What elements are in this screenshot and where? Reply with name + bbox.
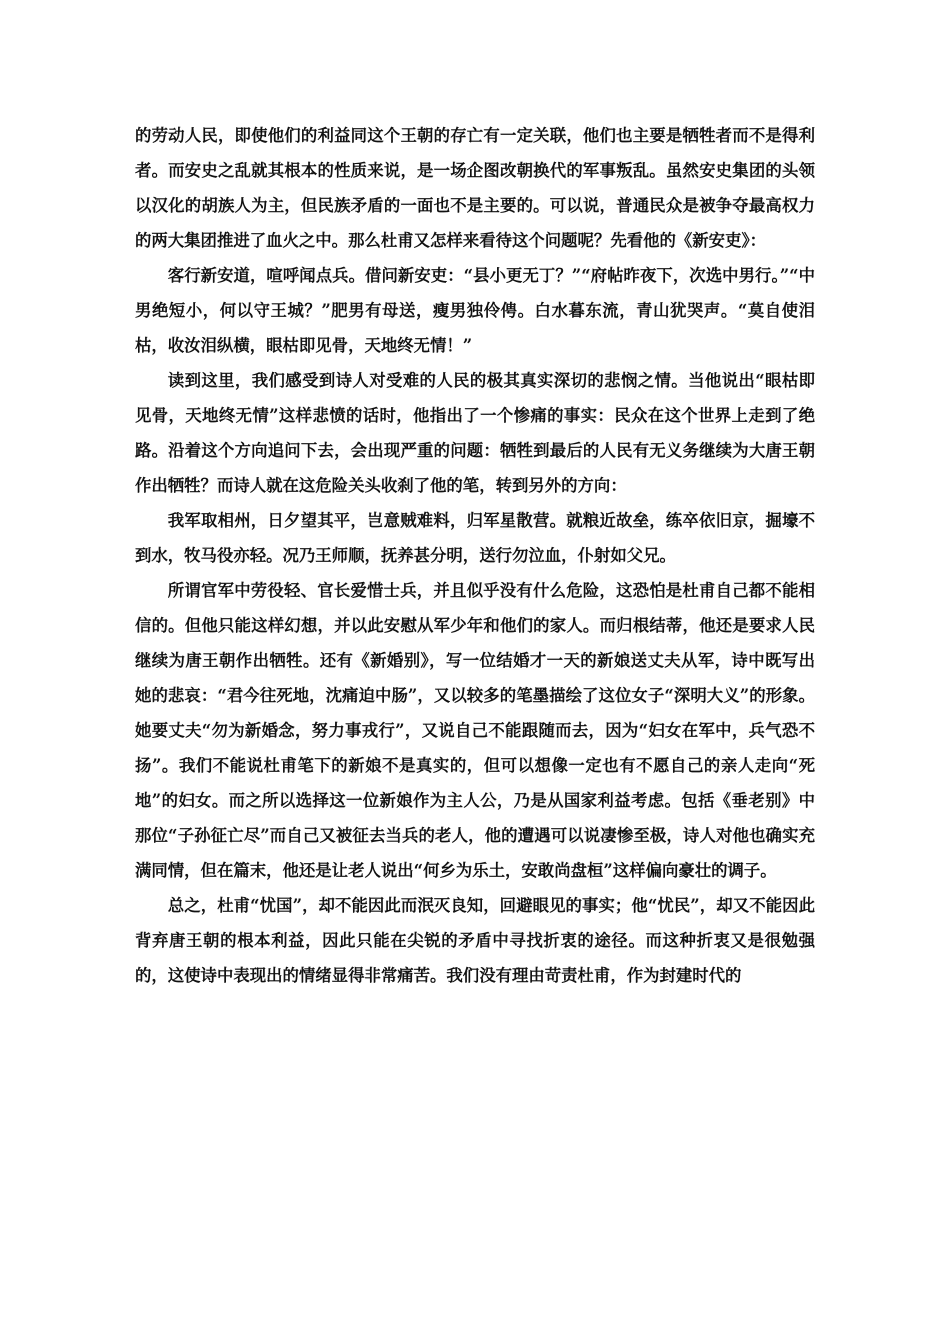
document-page — [135, 118, 815, 993]
paragraph-3: 所谓官军中劳役轻、官长爱惜士兵，并且似乎没有什么危险，这恐怕是杜甫自己都不能相信的。但他只能这样幻想，并以此安慰从军少年和他们的家人。而归根结蒂，他还是要求人民继续为唐王朝作出牺牲。还有《新婚别》，写一位结婚才一天的新娘送丈夫从军，诗中既写出她的悲哀：“君今往死地，沈痛迫中肠”，又以较多的笔墨描绘了这位女子“深明大义”的形象。她要丈夫“勿为新婚念，努力事戎行”，又说自己不能跟随而去，因为“妇女在军中，兵气恐不扬”。我们不能说杜甫笔下的新娘不是真实的，但可以想像一定也有不愿自己的亲人走向“死地”的妇女。而之所以选择这一位新娘作为主人公，乃是从国家利益考虑。包括《垂老别》中那位“子孙征亡尽”而自己又被征去当兵的老人，他的遭遇可以说凄惨至极，诗人对他也确实充满同情，但在篇末，他还是让老人说出“何乡为乐土，安敢尚盘桓”这样偏向豪壮的调子。 — [135, 581, 815, 880]
poem-excerpt-xin-an-li: 客行新安道，喧呼闻点兵。借问新安吏：“县小更无丁？”“府帖昨夜下，次选中男行。”“中男绝短小，何以守王城？”肥男有母送，瘦男独伶俜。白水暮东流，青山犹哭声。“莫自使泪枯，收汝泪纵横，眼枯即见骨，天地终无情！” — [135, 266, 815, 355]
paragraph-1: 的劳动人民，即使他们的利益同这个王朝的存亡有一定关联，他们也主要是牺牲者而不是得利者。而安史之乱就其根本的性质来说，是一场企图改朝换代的军事叛乱。虽然安史集团的头领以汉化的胡族人为主，但民族矛盾的一面也不是主要的。可以说，普通民众是被争夺最高权力的两大集团推进了血火之中。那么杜甫又怎样来看待这个问题呢？先看他的《新安吏》： — [135, 126, 815, 250]
paragraph-2: 读到这里，我们感受到诗人对受难的人民的极其真实深切的悲悯之情。当他说出“眼枯即见骨，天地终无情”这样悲愤的话时，他指出了一个惨痛的事实：民众在这个世界上走到了绝路。沿着这个方向追问下去，会出现严重的问题：牺牲到最后的人民有无义务继续为大唐王朝作出牺牲？而诗人就在这危险关头收刹了他的笔，转到另外的方向： — [135, 371, 815, 495]
paragraph-4: 总之，杜甫“忧国”，却不能因此而泯灭良知，回避眼见的事实；他“忧民”，却又不能因此背弃唐王朝的根本利益，因此只能在尖锐的矛盾中寻找折衷的途径。而这种折衷又是很勉强的，这使诗中表现出的情绪显得非常痛苦。我们没有理由苛责杜甫，作为封建时代的 — [135, 896, 815, 985]
poem-excerpt-2: 我军取相州，日夕望其平，岂意贼难料，归军星散营。就粮近故垒，练卒依旧京，掘壕不到水，牧马役亦轻。况乃王师顺，抚养甚分明，送行勿泣血，仆射如父兄。 — [135, 511, 815, 565]
